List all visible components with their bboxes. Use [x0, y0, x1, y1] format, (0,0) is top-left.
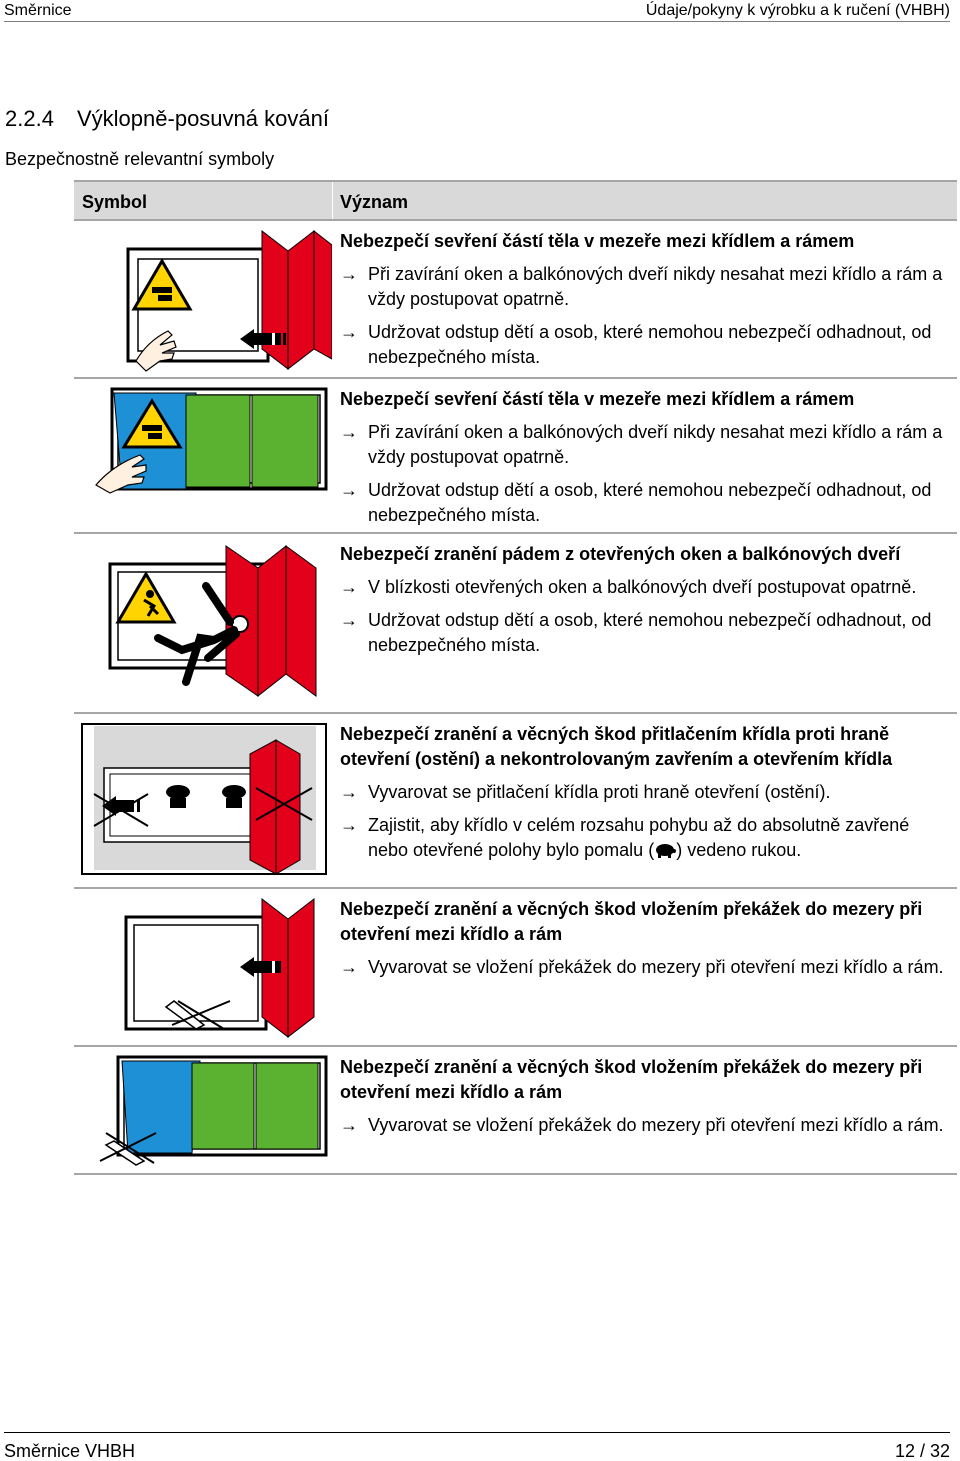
arrow-icon: →: [340, 322, 358, 342]
arrow-icon: →: [340, 422, 358, 442]
table-row: [74, 889, 957, 1047]
list-item: → Vyvarovat se přitlačení křídla proti hraně otevření (ostění).: [340, 780, 951, 805]
arrow-icon: →: [340, 577, 358, 597]
sash-slam-symbol: [74, 714, 332, 889]
row-heading: Nebezpečí zranění pádem z otevřených oken a balkónových dveří: [340, 544, 901, 564]
table-row: [74, 534, 957, 714]
footer-left: Směrnice VHBH: [4, 1441, 136, 1461]
col-meaning: Význam: [340, 192, 409, 212]
turtle-icon: [654, 843, 676, 859]
meaning-cell: [340, 1055, 951, 1146]
table-header: [74, 180, 957, 221]
section-title-text: Výklopně-posuvná kování: [77, 106, 329, 131]
arrow-icon: →: [340, 815, 358, 835]
list-item: → V blízkosti otevřených oken a balkónových dveří postupovat opatrně.: [340, 575, 951, 600]
header-left: Směrnice: [4, 2, 72, 19]
red-sash: [250, 740, 300, 874]
row-heading: Nebezpečí zranění a věcných škod vložením překážek do mezery při otevření mezi křídlo a rám: [340, 1057, 923, 1102]
subtitle: Bezpečnostně relevantní symboly: [5, 149, 275, 169]
list-item: → Udržovat odstup dětí a osob, které nemohou nebezpečí odhadnout, od nebezpečného místa.: [340, 480, 932, 525]
header-right: Údaje/pokyny k výrobku a k ručení (VHBH): [645, 2, 950, 19]
meaning-cell: [340, 542, 951, 666]
red-sash: [262, 231, 332, 369]
list-item: → Zajistit, aby křídlo v celém rozsahu pohybu až do absolutně zavřené nebo otevřené polohy bylo pomalu ( ) vedeno rukou.: [340, 815, 910, 860]
table-row: [74, 221, 957, 379]
meaning-cell: [340, 229, 951, 378]
obstacle-tilt-symbol: [74, 1047, 332, 1175]
pinch-window-symbol: [74, 221, 332, 379]
section-number: 2.2.4: [5, 106, 54, 131]
row-heading: Nebezpečí zranění a věcných škod přitlačením křídla proti hraně otevření (ostění) a nekontrolovaným zavřením a otevřením křídla: [340, 724, 893, 769]
list-item: → Udržovat odstup dětí a osob, které nemohou nebezpečí odhadnout, od nebezpečného místa.: [340, 610, 932, 655]
arrow-icon: →: [340, 782, 358, 802]
arrow-icon: →: [340, 957, 358, 977]
arrow-icon: →: [340, 1115, 358, 1135]
symbols-table: [74, 180, 957, 1175]
row-heading: Nebezpečí sevření částí těla v mezeře mezi křídlem a rámem: [340, 231, 855, 251]
table-row: [74, 714, 957, 889]
list-item: → Při zavírání oken a balkónových dveří nikdy nesahat mezi křídlo a rám a vždy postupovat opatrně.: [340, 264, 943, 309]
page-header: [4, 0, 950, 22]
table-row: [74, 379, 957, 534]
meaning-cell: [340, 897, 951, 988]
symbol-cell: [74, 534, 332, 712]
symbol-cell: [74, 889, 332, 1045]
list-item: → Vyvarovat se vložení překážek do mezery při otevření mezi křídlo a rám.: [340, 1113, 951, 1138]
list-item: → Udržovat odstup dětí a osob, které nemohou nebezpečí odhadnout, od nebezpečného místa.: [340, 322, 932, 367]
list-item: → Při zavírání oken a balkónových dveří nikdy nesahat mezi křídlo a rám a vždy postupovat opatrně.: [340, 422, 943, 467]
symbol-cell: [74, 714, 332, 887]
arrow-icon: →: [340, 264, 358, 284]
symbol-cell: [74, 379, 332, 532]
pinch-tilt-window-symbol: [74, 379, 332, 534]
row-heading: Nebezpečí zranění a věcných škod vložením překážek do mezery při otevření mezi křídlo a rám: [340, 899, 923, 944]
page-number: 12 / 32: [894, 1441, 950, 1461]
section-title: [5, 105, 329, 133]
page-footer: [4, 1432, 950, 1460]
arrow-icon: →: [340, 480, 358, 500]
table-row: [74, 1047, 957, 1175]
meaning-cell: [340, 722, 951, 871]
meaning-cell: [340, 387, 951, 536]
fall-hazard-symbol: [74, 534, 332, 714]
row-heading: Nebezpečí sevření částí těla v mezeře mezi křídlem a rámem: [340, 389, 855, 409]
obstacle-gap-symbol: [74, 889, 332, 1047]
list-item: → Vyvarovat se vložení překážek do mezery při otevření mezi křídlo a rám.: [340, 955, 951, 980]
arrow-icon: →: [340, 610, 358, 630]
symbol-cell: [74, 221, 332, 377]
symbol-cell: [74, 1047, 332, 1173]
col-symbol: Symbol: [82, 192, 148, 212]
